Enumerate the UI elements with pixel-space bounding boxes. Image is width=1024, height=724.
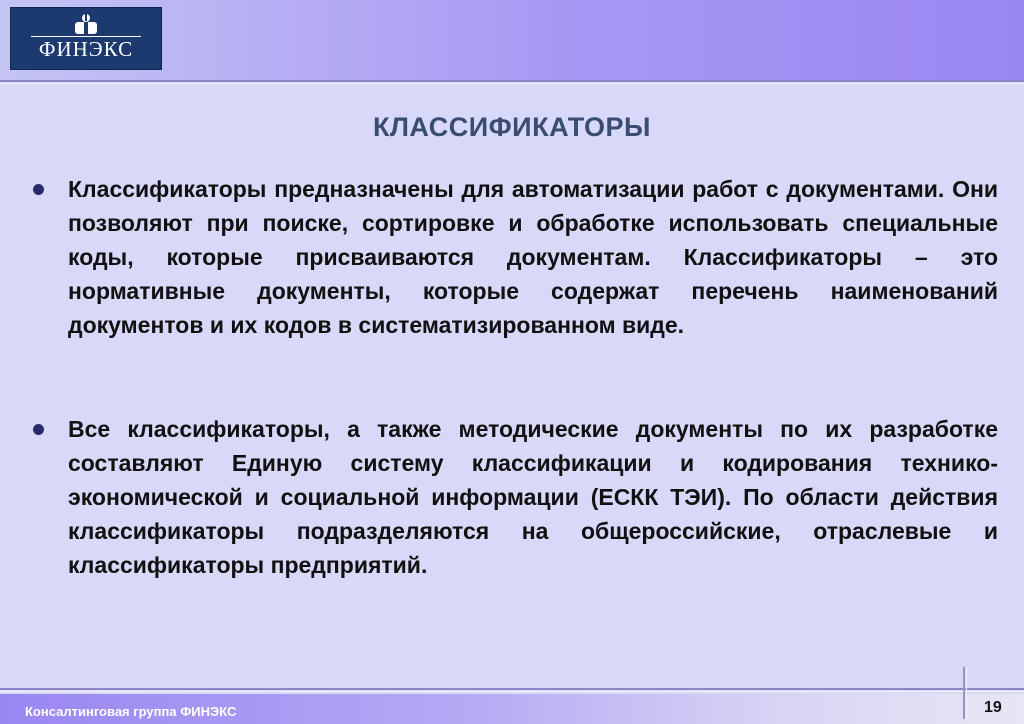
finex-logo	[10, 7, 162, 70]
bullet-dot-icon	[33, 184, 44, 195]
footer-divider-highlight	[0, 691, 1024, 692]
header-divider	[0, 80, 1024, 82]
slide-title: КЛАССИФИКАТОРЫ	[372, 112, 651, 142]
bullet-text-2: Все классификаторы, а также методические документы по их разработке составляют Единую систему классификации и кодирования технико-экономической и социальной информации (ЕСКК ТЭИ). По области действия классификаторы подразделяются на общероссийские, отраслевые и классификаторы предприятий.	[68, 416, 998, 578]
logo-emblem-icon	[73, 13, 99, 35]
footer-divider	[0, 688, 1024, 690]
bullet-dot-icon	[33, 424, 44, 435]
logo-text: ФИНЭКС	[31, 36, 141, 61]
footer-company: Консалтинговая группа ФИНЭКС	[25, 704, 237, 719]
page-number-separator-highlight	[966, 667, 967, 719]
page-number: 19	[984, 699, 1002, 716]
header-divider-highlight	[0, 83, 1024, 84]
page-number-separator	[963, 667, 965, 719]
bullet-text-1: Классификаторы предназначены для автоматизации работ с документами. Они позволяют при поиске, сортировке и обработке использовать специальные коды, которые присваиваются документам. Классификаторы – это нормативные документы, которые содержат перечень наименований документов и их кодов в систематизированном виде.	[68, 176, 998, 338]
